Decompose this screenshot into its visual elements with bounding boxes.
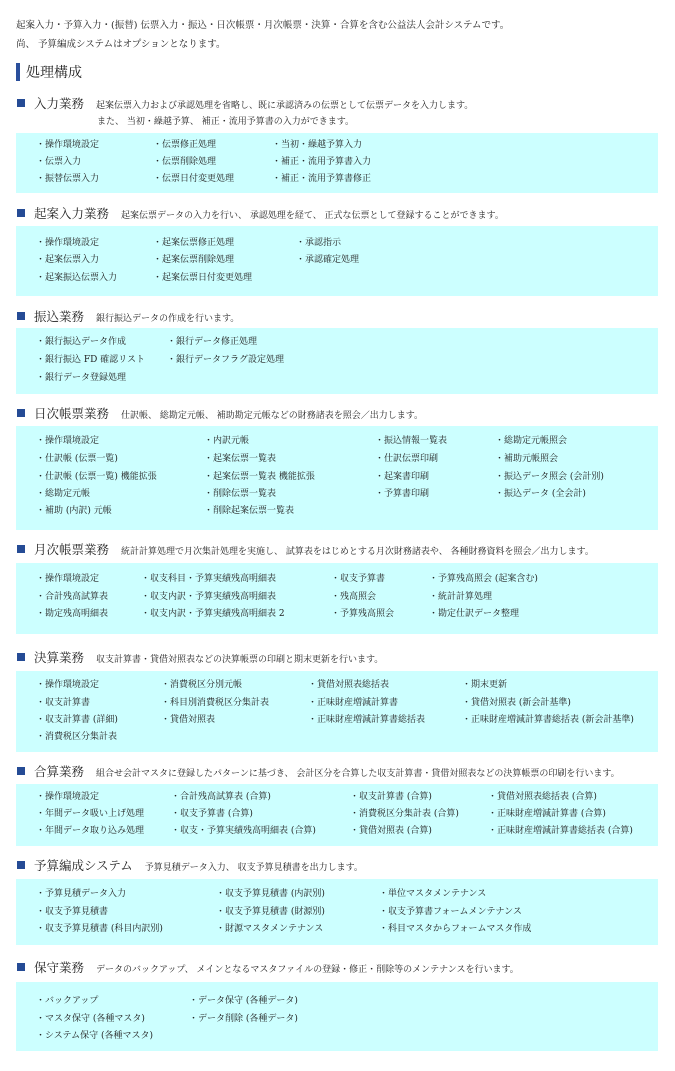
section-title-draft-input: [17, 204, 504, 222]
section-box-monthly-reports: [16, 563, 658, 634]
list-item: ・収支予算書 (合算): [171, 809, 253, 819]
section-box-budget-system: [16, 879, 658, 945]
square-bullet-icon: [17, 312, 25, 320]
list-item: ・収支・予算実績残高明細表 (合算): [171, 826, 316, 836]
section-title-closing: [17, 648, 383, 666]
section-title-input: [17, 94, 473, 112]
list-item: ・伝票入力: [36, 157, 82, 167]
list-item: ・期末更新: [462, 680, 508, 690]
list-item: ・補助 (内訳) 元帳: [36, 506, 112, 516]
section-title-maintenance: [17, 958, 519, 976]
list-item: ・合計残高試算表: [36, 592, 109, 602]
square-bullet-icon: [17, 767, 25, 775]
section-box-consolidation: [16, 784, 658, 846]
list-item: ・銀行振込 FD 確認リスト: [36, 355, 146, 365]
list-item: ・貸借対照表 (合算): [350, 826, 432, 836]
list-item: ・正味財産増減計算書総括表 (新会計基準): [462, 715, 634, 725]
intro-text: [16, 16, 509, 54]
list-item: ・振込データ照会 (会計別): [495, 472, 604, 482]
list-item: ・仕訳帳 (伝票一覧) 機能拡張: [36, 472, 157, 482]
square-bullet-icon: [17, 209, 25, 217]
section-description-2: また、 当初・繰越予算、 補正・流用予算書の入力ができます。: [97, 117, 355, 127]
section-name: 振込業務: [34, 309, 85, 324]
intro-line-2: 尚、 予算編成システムはオプションとなります。: [16, 39, 226, 50]
list-item: ・伝票日付変更処理: [153, 174, 235, 184]
list-item: ・総勘定元帳: [36, 489, 91, 499]
heading-bar-icon: [16, 63, 20, 81]
list-item: ・収支予算見積書: [36, 907, 109, 917]
list-item: ・正味財産増減計算書総括表: [308, 715, 426, 725]
list-item: ・仕訳伝票印刷: [375, 454, 439, 464]
list-item: ・銀行データフラグ設定処理: [167, 355, 285, 365]
list-item: ・起案書印刷: [375, 472, 430, 482]
section-description: 起案伝票入力および承認処理を省略し、既に承認済みの伝票として伝票データを入力します。: [96, 101, 474, 111]
list-item: ・収支計算書: [36, 698, 91, 708]
list-item: ・収支予算見積書 (財源別): [216, 907, 325, 917]
list-item: ・起案伝票一覧表 機能拡張: [204, 472, 315, 482]
section-name: 月次帳票業務: [34, 542, 110, 557]
list-item: ・科目別消費税区分集計表: [161, 698, 270, 708]
list-item: ・正味財産増減計算書 (合算): [488, 809, 606, 819]
list-item: ・収支科目・予算実績残高明細表: [141, 574, 277, 584]
square-bullet-icon: [17, 545, 25, 553]
list-item: ・銀行データ登録処理: [36, 373, 127, 383]
intro-line-1: 起案入力・予算入力・(振替) 伝票入力・振込・日次帳票・月次帳票・決算・合算を含む公益法人会計システムです。: [16, 20, 510, 31]
list-item: ・単位マスタメンテナンス: [379, 889, 487, 899]
list-item: ・仕訳帳 (伝票一覧): [36, 454, 118, 464]
list-item: ・起案伝票修正処理: [153, 238, 235, 248]
list-item: ・収支計算書 (詳細): [36, 715, 118, 725]
section-description: 仕訳帳、 総勘定元帳、 補助勘定元帳などの財務諸表を照会／出力します。: [121, 411, 424, 421]
list-item: ・銀行データ修正処理: [167, 337, 258, 347]
list-item: ・勘定仕訳データ整理: [429, 609, 520, 619]
list-item: ・操作環境設定: [36, 140, 100, 150]
section-box-daily-reports: [16, 426, 658, 530]
list-item: ・操作環境設定: [36, 238, 100, 248]
section-title-monthly-reports: [17, 540, 594, 558]
list-item: ・振替伝票入力: [36, 174, 100, 184]
section-description: 予算見積データ入力、 収支予算見積書を出力します。: [144, 863, 363, 873]
square-bullet-icon: [17, 409, 25, 417]
section-description: 収支計算書・貸借対照表などの決算帳票の印刷と期末更新を行います。: [96, 655, 384, 665]
list-item: ・収支予算見積書 (科目内訳別): [36, 924, 163, 934]
list-item: ・銀行振込データ作成: [36, 337, 127, 347]
list-item: ・振込情報一覧表: [375, 436, 448, 446]
list-item: ・予算残高照会 (起案含む): [429, 574, 538, 584]
list-item: ・当初・繰越予算入力: [272, 140, 363, 150]
list-item: ・収支予算書フォームメンテナンス: [379, 907, 522, 917]
section-name: 起案入力業務: [34, 206, 110, 221]
list-item: ・承認確定処理: [296, 255, 360, 265]
square-bullet-icon: [17, 963, 25, 971]
list-item: ・起案伝票削除処理: [153, 255, 235, 265]
list-item: ・データ保守 (各種データ): [189, 996, 298, 1006]
list-item: ・年間データ吸い上げ処理: [36, 809, 145, 819]
list-item: ・承認指示: [296, 238, 342, 248]
list-item: ・収支予算書: [331, 574, 386, 584]
list-item: ・バックアップ: [36, 996, 99, 1006]
list-item: ・統計計算処理: [429, 592, 493, 602]
list-item: ・予算見積データ入力: [36, 889, 127, 899]
section-title-budget-system: [17, 856, 363, 874]
section-name: 入力業務: [34, 96, 85, 111]
list-item: ・貸借対照表総括表 (合算): [488, 792, 597, 802]
list-item: ・削除伝票一覧表: [204, 489, 277, 499]
square-bullet-icon: [17, 653, 25, 661]
list-item: ・収支予算見積書 (内訳別): [216, 889, 325, 899]
list-item: ・合計残高試算表 (合算): [171, 792, 271, 802]
section-box-transfer: [16, 328, 658, 394]
list-item: ・補助元帳照会: [495, 454, 559, 464]
page-heading: [16, 63, 82, 81]
list-item: ・消費税区分集計表 (合算): [350, 809, 459, 819]
section-description: 銀行振込データの作成を行います。: [96, 314, 240, 324]
list-item: ・消費税区分別元帳: [161, 680, 243, 690]
section-title-daily-reports: [17, 404, 423, 422]
list-item: ・削除起案伝票一覧表: [204, 506, 295, 516]
page-title: 処理構成: [26, 65, 82, 81]
list-item: ・予算残高照会: [331, 609, 395, 619]
list-item: ・貸借対照表総括表: [308, 680, 390, 690]
list-item: ・収支計算書 (合算): [350, 792, 432, 802]
section-box-input: [16, 133, 658, 193]
section-name: 日次帳票業務: [34, 406, 110, 421]
list-item: ・マスタ保守 (各種マスタ): [36, 1014, 145, 1024]
section-box-draft-input: [16, 226, 658, 296]
list-item: ・操作環境設定: [36, 436, 100, 446]
list-item: ・内訳元帳: [204, 436, 250, 446]
list-item: ・起案振込伝票入力: [36, 273, 118, 283]
section-box-maintenance: [16, 982, 658, 1051]
list-item: ・貸借対照表 (新会計基準): [462, 698, 571, 708]
section-title-consolidation: [17, 762, 620, 780]
list-item: ・操作環境設定: [36, 792, 100, 802]
list-item: ・データ削除 (各種データ): [189, 1014, 298, 1024]
section-name: 合算業務: [34, 764, 85, 779]
list-item: ・収支内訳・予算実績残高明細表 2: [141, 609, 285, 619]
list-item: ・正味財産増減計算書: [308, 698, 399, 708]
list-item: ・起案伝票一覧表: [204, 454, 277, 464]
list-item: ・財源マスタメンテナンス: [216, 924, 324, 934]
list-item: ・残高照会: [331, 592, 377, 602]
section-box-closing: [16, 671, 658, 752]
list-item: ・総勘定元帳照会: [495, 436, 568, 446]
list-item: ・予算書印刷: [375, 489, 430, 499]
section-title-transfer: [17, 307, 239, 325]
section-name: 保守業務: [34, 960, 85, 975]
list-item: ・伝票修正処理: [153, 140, 217, 150]
list-item: ・正味財産増減計算書総括表 (合算): [488, 826, 633, 836]
square-bullet-icon: [17, 861, 25, 869]
list-item: ・補正・流用予算書入力: [272, 157, 372, 167]
section-name: 決算業務: [34, 650, 85, 665]
list-item: ・起案伝票入力: [36, 255, 100, 265]
section-description: 起案伝票データの入力を行い、 承認処理を経て、 正式な伝票として登録することができます。: [121, 211, 504, 221]
list-item: ・補正・流用予算書修正: [272, 174, 372, 184]
section-description: データのバックアップ、 メインとなるマスタファイルの登録・修正・削除等のメンテナンスを行います。: [96, 965, 519, 975]
list-item: ・年間データ取り込み処理: [36, 826, 145, 836]
list-item: ・消費税区分集計表: [36, 732, 118, 742]
section-description: 統計計算処理で月次集計処理を実施し、 試算表をはじめとする月次財務諸表や、 各種財務資料を照会／出力します。: [121, 547, 594, 557]
square-bullet-icon: [17, 99, 25, 107]
list-item: ・収支内訳・予算実績残高明細表: [141, 592, 277, 602]
list-item: ・操作環境設定: [36, 574, 100, 584]
list-item: ・振込データ (全会計): [495, 489, 586, 499]
list-item: ・システム保守 (各種マスタ): [36, 1031, 153, 1041]
list-item: ・科目マスタからフォームマスタ作成: [379, 924, 532, 934]
list-item: ・起案伝票日付変更処理: [153, 273, 253, 283]
list-item: ・貸借対照表: [161, 715, 216, 725]
list-item: ・伝票削除処理: [153, 157, 217, 167]
section-name: 予算編成システム: [34, 858, 133, 873]
list-item: ・操作環境設定: [36, 680, 100, 690]
list-item: ・勘定残高明細表: [36, 609, 109, 619]
section-description: 組合せ会計マスタに登録したパターンに基づき、 会計区分を合算した収支計算書・貸借対照表などの決算帳票の印刷を行います。: [96, 769, 620, 779]
